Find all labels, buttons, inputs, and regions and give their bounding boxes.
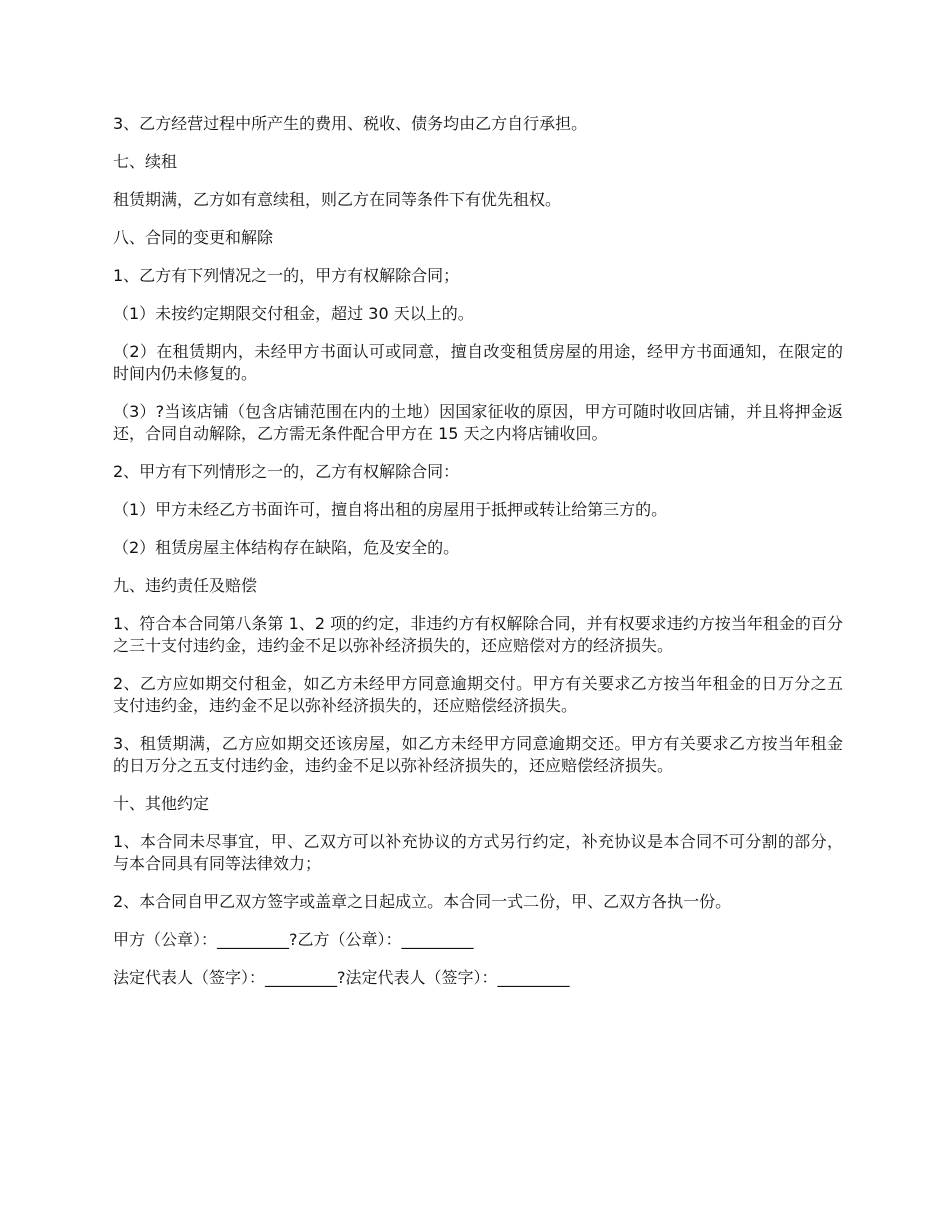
- clause-8-2: 2、甲方有下列情形之一的，乙方有权解除合同：: [113, 462, 460, 481]
- document-body: [113, 113, 843, 1005]
- clause-8-1-item-3: （3）?当该店铺（包含店铺范围在内的土地）因国家征收的原因，甲方可随时收回店铺，并且将押金返还，合同自动解除，乙方需无条件配合甲方在 15 天之内将店铺收回。: [113, 402, 843, 443]
- section-8-heading: 八、合同的变更和解除: [113, 228, 274, 247]
- clause-8-1-item-2: （2）在租赁期内，未经甲方书面认可或同意，擅自改变租赁房屋的用途，经甲方书面通知，在限定的时间内仍未修复的。: [113, 342, 843, 383]
- clause-8-2-item-1: （1）甲方未经乙方书面许可，擅自将出租的房屋用于抵押或转让给第三方的。: [113, 500, 668, 519]
- section-10-heading: 十、其他约定: [113, 794, 210, 813]
- section-7-heading: 七、续租: [113, 152, 178, 171]
- clause-8-1: 1、乙方有下列情况之一的，甲方有权解除合同；: [113, 266, 460, 285]
- clause-9-1: 1、符合本合同第八条第 1、2 项的约定，非违约方有权解除合同，并有权要求违约方按当年租金的百分之三十支付违约金，违约金不足以弥补经济损失的，还应赔偿对方的经济损失。: [113, 614, 843, 655]
- clause-9-3: 3、租赁期满，乙方应如期交还该房屋，如乙方未经甲方同意逾期交还。甲方有关要求乙方按当年租金的日万分之五支付违约金，违约金不足以弥补经济损失的，还应赔偿经济损失。: [113, 734, 843, 775]
- renewal-text: 租赁期满，乙方如有意续租，则乙方在同等条件下有优先租权。: [113, 190, 562, 209]
- clause-9-2: 2、乙方应如期交付租金，如乙方未经甲方同意逾期交付。甲方有关要求乙方按当年租金的日万分之五支付违约金，违约金不足以弥补经济损失的，还应赔偿经济损失。: [113, 674, 843, 715]
- signature-line-seal: 甲方（公章）：_________?乙方（公章）：_________: [113, 930, 474, 949]
- clause-3-expenses: 3、乙方经营过程中所产生的费用、税收、债务均由乙方自行承担。: [113, 114, 588, 133]
- clause-8-1-item-1: （1）未按约定期限交付租金，超过 30 天以上的。: [113, 304, 474, 323]
- clause-10-1: 1、本合同未尽事宜，甲、乙双方可以补充协议的方式另行约定，补充协议是本合同不可分割的部分，与本合同具有同等法律效力；: [113, 832, 843, 873]
- signature-line-representative: 法定代表人（签字）：_________?法定代表人（签字）：_________: [113, 968, 570, 987]
- clause-8-2-item-2: （2）租赁房屋主体结构存在缺陷，危及安全的。: [113, 538, 460, 557]
- clause-10-2: 2、本合同自甲乙双方签字或盖章之日起成立。本合同一式二份，甲、乙双方各执一份。: [113, 892, 732, 911]
- section-9-heading: 九、违约责任及赔偿: [113, 576, 258, 595]
